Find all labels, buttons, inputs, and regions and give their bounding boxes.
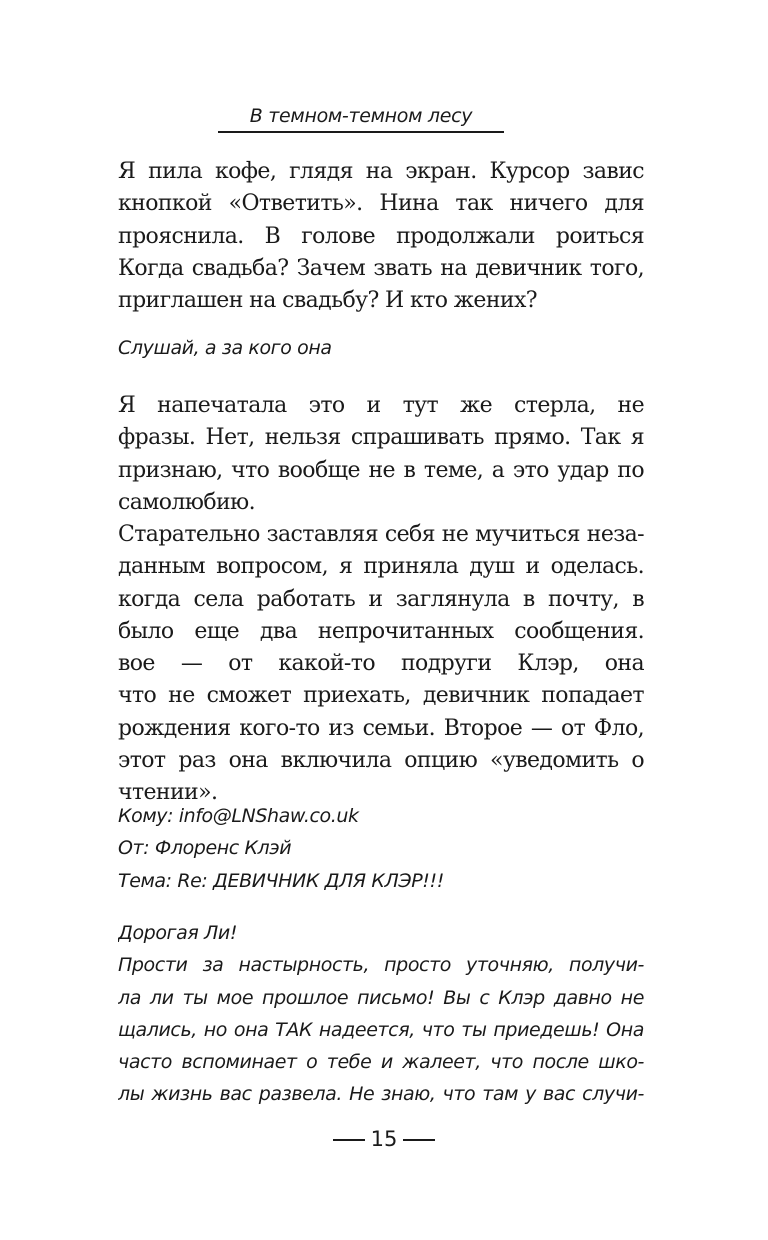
paragraph-line: самолюбию. [118,489,255,515]
paragraph-line: что не сможет приехать, девичник попадает [118,683,644,709]
paragraph-line: Когда свадьба? Зачем звать на девичник того, [118,255,644,281]
email-line: щались, но она ТАК надеется, что ты приедешь! Она [118,1018,644,1041]
email-subject: Тема: Re: ДЕВИЧНИК ДЛЯ КЛЭР!!! [118,869,444,892]
paragraph-line: Старательно заставляя себя не мучиться неза- [118,522,644,547]
paragraph-line: прояснила. В голове продолжали роиться [118,223,644,249]
paragraph-line: рождения кого-то из семьи. Второе — от Фло, [118,715,644,741]
paragraph-line: чтении». [118,780,218,806]
email-line: Прости за настырность, просто уточняю, получи- [118,954,644,977]
page-number-value: 15 [370,1127,398,1151]
paragraph-line: вое — от какой-то подруги Клэр, она [118,651,644,677]
page-number-dash-right [403,1139,435,1141]
header-rule [218,131,504,133]
paragraph-3 [118,519,644,810]
email-body [118,917,644,1111]
email-headers [118,800,644,897]
paragraph-2 [118,390,644,519]
paragraph-line: кнопкой «Ответить». Нина так ничего для [118,191,644,217]
paragraph-1 [118,156,644,317]
paragraph-line: данным вопросом, я приняла душ и оделась. [118,554,644,580]
typed-message-text: Слушай, а за кого она [118,337,332,359]
email-line: ла ли ты мое прошлое письмо! Вы с Клэр давно не [118,986,644,1009]
email-to: Кому: info@LNShaw.co.uk [118,805,359,827]
paragraph-line: Я пила кофе, глядя на экран. Курсор завис [118,159,644,184]
page-number [300,1124,468,1154]
email-from: От: Флоренс Клэй [118,837,292,860]
email-line: часто вспоминает о тебе и жалеет, что после шко- [118,1051,644,1074]
paragraph-line: когда села работать и заглянула в почту, в [118,586,644,612]
paragraph-line: Я напечатала это и тут же стерла, не [118,393,644,418]
paragraph-line: приглашен на свадьбу? И кто жених? [118,288,537,314]
page-number-dash-left [333,1139,365,1141]
paragraph-line: признаю, что вообще не в теме, а это удар по [118,457,644,483]
running-header: В темном-темном лесу [249,105,473,127]
email-greeting: Дорогая Ли! [118,922,238,944]
paragraph-line: фразы. Нет, нельзя спрашивать прямо. Так я [118,425,644,451]
email-line: лы жизнь вас развела. Не знаю, что там у вас случи- [118,1083,644,1106]
typed-message [118,332,644,364]
paragraph-line: этот раз она включила опцию «уведомить о [118,748,644,774]
paragraph-line: было еще два непрочитанных сообщения. [118,618,644,644]
